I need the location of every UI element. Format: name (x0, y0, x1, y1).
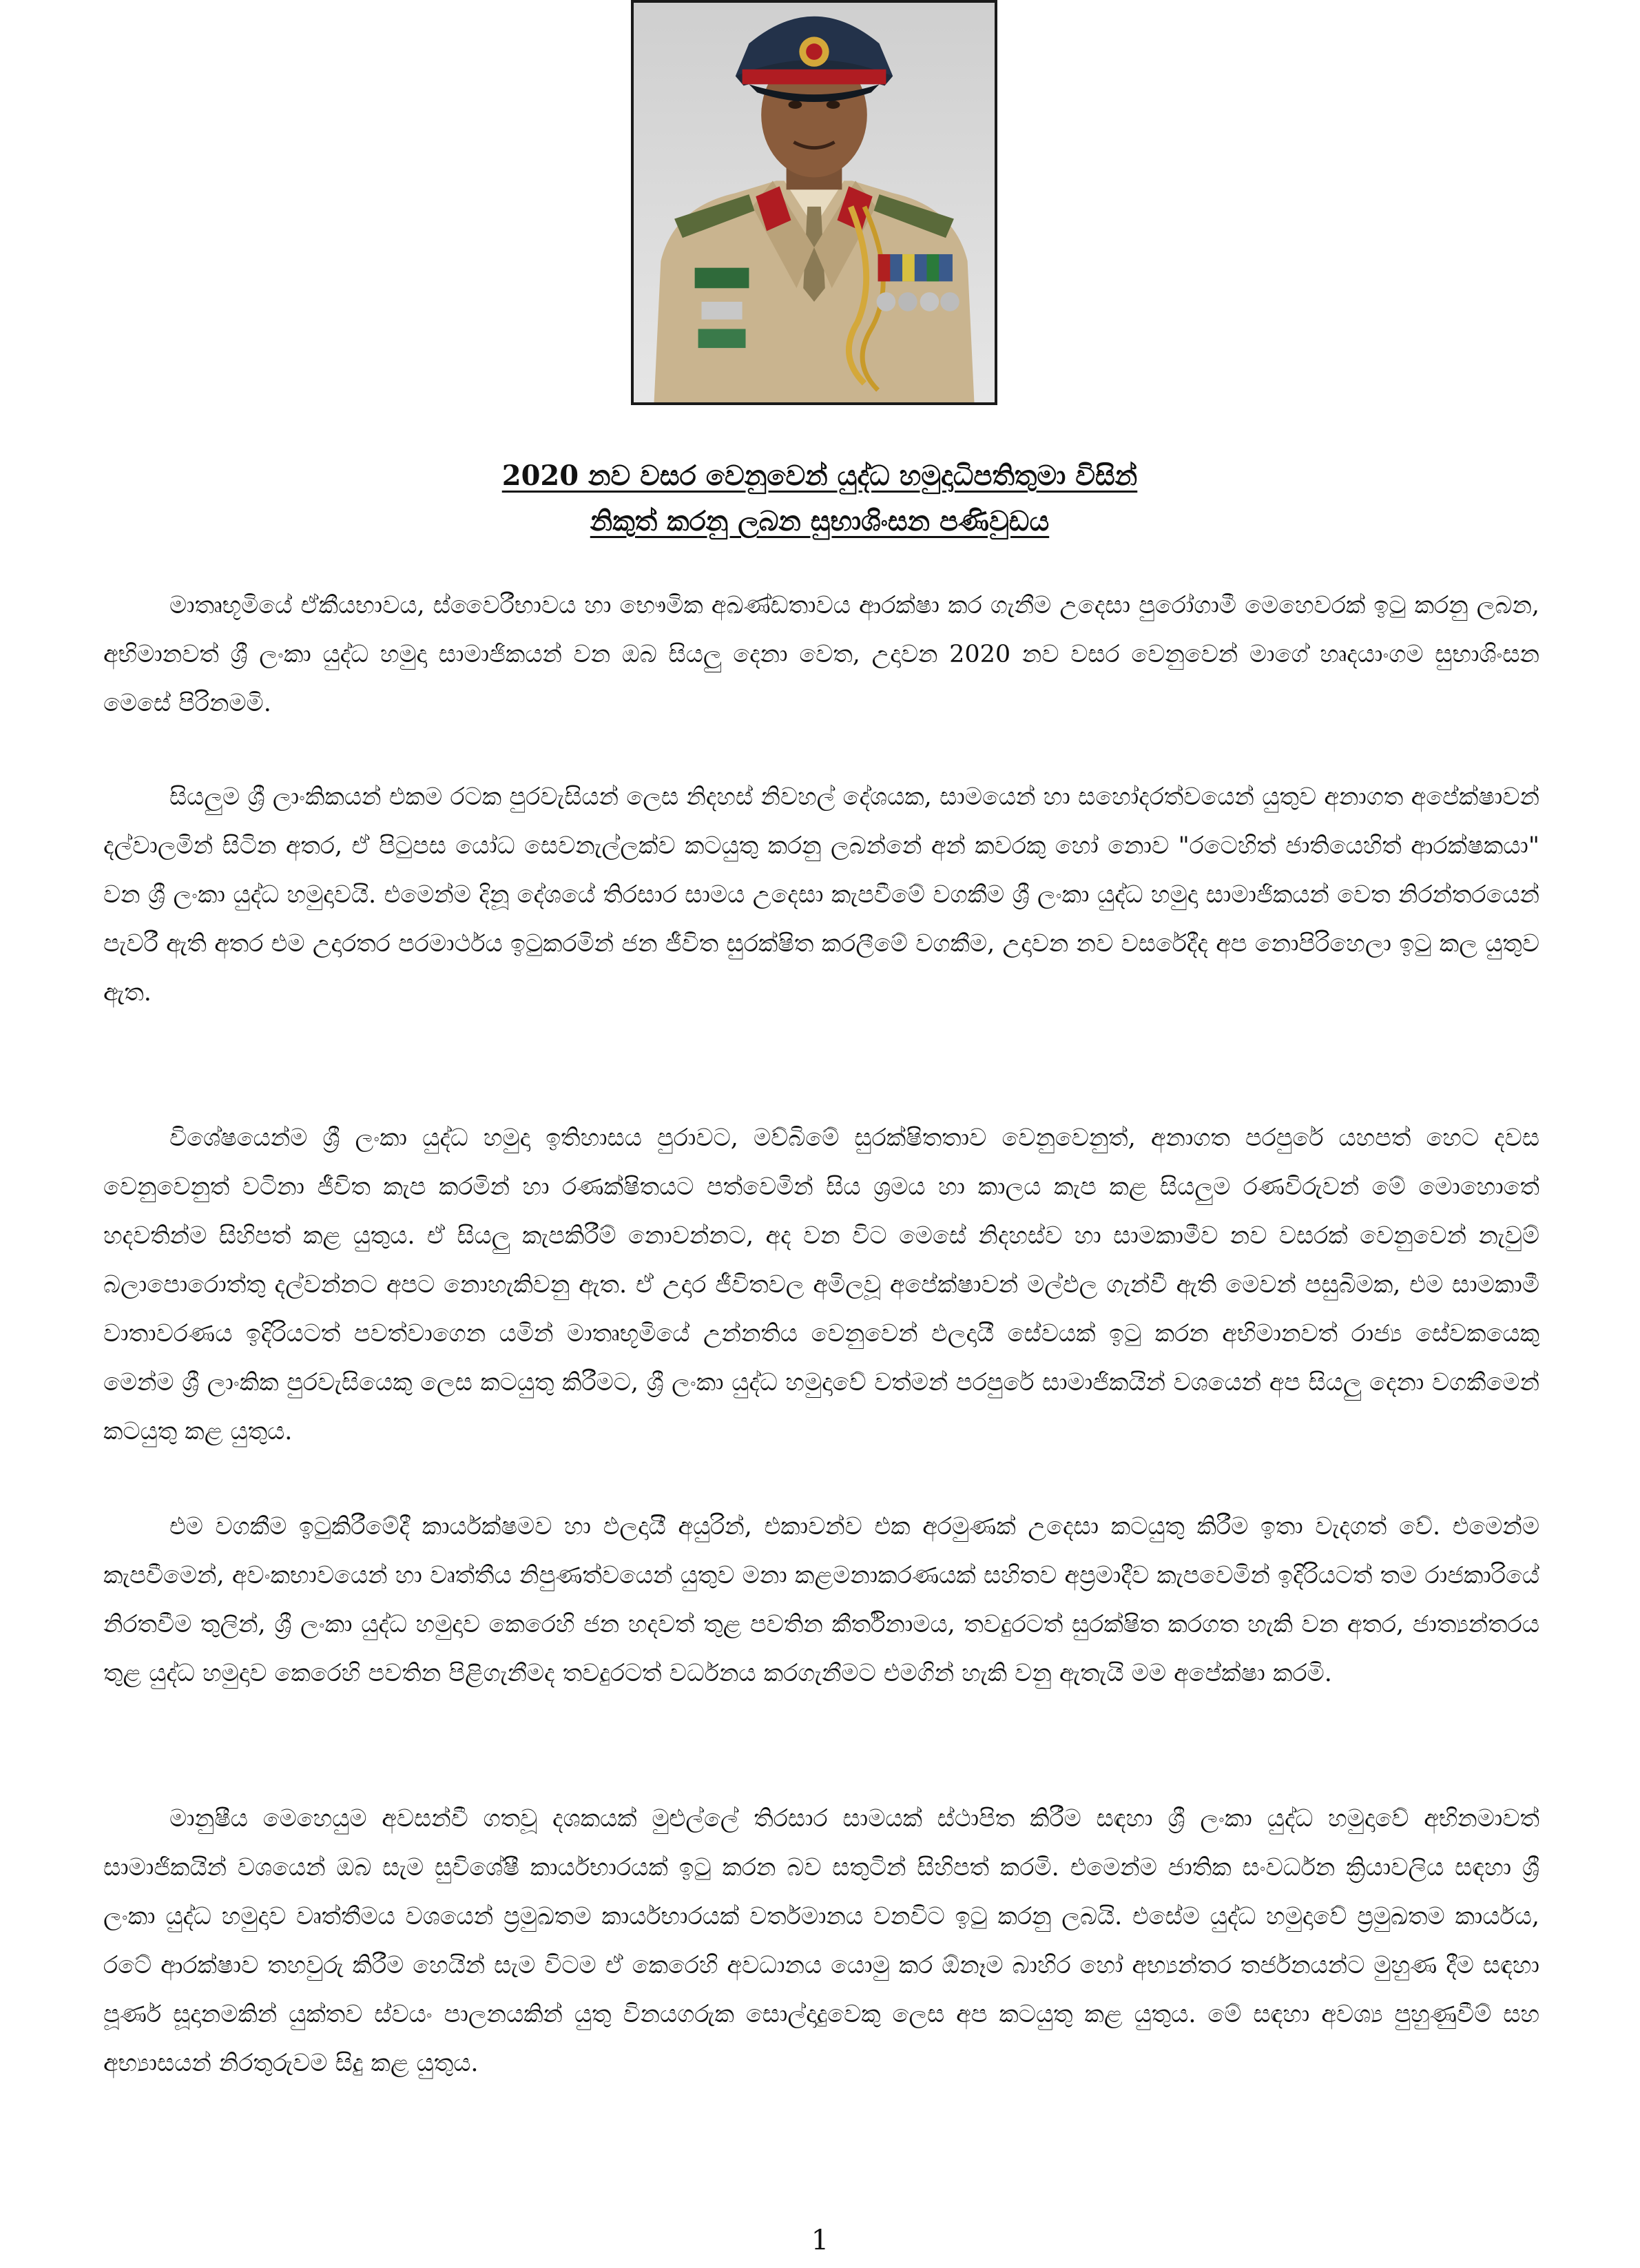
heading-line-2: නිකුත් කරනු ලබන සුභාශිංසන පණිවුඩය (590, 505, 1050, 537)
portrait-photo (631, 0, 997, 405)
heading-line-1: 2020 නව වසර වෙනුවෙන් යුද්ධ හමුදාධිපතිතුමා විසින් (501, 460, 1138, 492)
paragraph-5: මානුෂීය මෙහෙයුම අවසන්වී ගතවූ දශකයක් මුළුල්ලේ තිරසාර සාමයක් ස්ථාපිත කිරීම සඳහා ශ්‍රී ලංකා යුද්ධ හමුදාවේ අභිනමාවත් සාමාජිකයින් වශයෙන් ඔබ සැම සුවිශේෂී කාර්යභාරයක් ඉටු කරන බව සතුටින් සිහිපත් කරමි. එමෙන්ම ජාතික සංවර්ධන ක්‍රියාවලිය සඳහා ශ්‍රී ලංකා යුද්ධ හමුදාව වෘත්තීමය වශයෙන් ප්‍රමුඛතම කාර්යභාරයක් වර්තමානය වනවිට ඉටු කරනු ලබයි. එසේම යුද්ධ හමුදාවේ ප්‍රමුඛතම කාර්යය, රටේ ආරක්ෂාව තහවුරු කිරීම හෙයින් සැම විටම ඒ කෙරෙහි අවධානය යොමු කර ඕනෑම බාහිර හෝ අභ්‍යන්තර තර්ජනයන්ට මුහුණ දීම සඳහා පූර්ණ සූදානමකින් යුක්තව ස්වයං පාලනයකින් යුතු විනයගරුක සොල්දාදුවෙකු ලෙස අප කටයුතු කළ යුතුය. මේ සඳහා අවශ්‍ය පුහුණුවීම් සහ අභ්‍යාසයන් නිරතුරුවම සිදු කළ යුතුය. (103, 1805, 1539, 2077)
officer-portrait-icon (634, 3, 995, 402)
paragraph-1: මාතෘභූමියේ ඒකීයභාවය, ස්වෛරීභාවය හා භෞමික අඛණ්ඩතාවය ආරක්ෂා කර ගැනීම උදෙසා පුරෝගාමී මෙහෙවරක් ඉටු කරනු ලබන, අභිමානවත් ශ්‍රී ලංකා යුද්ධ හමුදා සාමාජිකයන් වන ඔබ සියලු දෙනා වෙත, උදාවන 2020 නව වසර වෙනුවෙන් මාගේ හෘදයාංගම සුභාශිංසන මෙසේ පිරිනමමි. (103, 592, 1539, 717)
paragraph-4: එම වගකීම ඉටුකිරීමේදී කාර්යක්ෂමව හා ඵලදායී අයුරින්, එකාවන්ව එක අරමුණක් උදෙසා කටයුතු කිරීම ඉතා වැදගත් වේ. එමෙන්ම කැපවීමෙන්, අවංකභාවයෙන් හා වෘත්තීය නිපුණත්වයෙන් යුතුව මනා කළමනාකරණයක් සහිතව අප්‍රමාදීව කැපවෙමින් ඉදිරියටත් තම රාජකාරියේ නිරතවීම තුලින්, ශ්‍රී ලංකා යුද්ධ හමුදාව කෙරෙහි ජන හදවත් තුළ පවතින කීර්තිනාමය, තවදුරටත් සුරක්ෂිත කරගත හැකි වන අතර, ජාත්‍යන්තරය තුළ යුද්ධ හමුදාව කෙරෙහි පවතින පිළිගැනීමද තවදුරටත් වර්ධනය කරගැනීමට එමගින් හැකි වනු ඇතැයි මම අපේක්ෂා කරමි. (103, 1513, 1539, 1687)
paragraph-3: විශේෂයෙන්ම ශ්‍රී ලංකා යුද්ධ හමුදා ඉතිහාසය පුරාවට, මව්බිමේ සුරක්ෂිතතාව වෙනුවෙනුත්, අනාගත පරපුරේ යහපත් හෙට දවස වෙනුවෙනුත් වටිනා ජීවිත කැප කරමින් හා රණක්ෂිතයට පත්වෙමින් සිය ශ්‍රමය හා කාලය කැප කළ සියලුම රණවිරුවන් මේ මොහොතේ හදවතින්ම සිහිපත් කළ යුතුය. ඒ සියලු කැපකිරීම් නොවන්නට, අද වන විට මෙසේ නිදහස්ව හා සාමකාමීව නව වසරක් වෙනුවෙන් නැවුම් බලාපොරොත්තු දල්වන්නට අපට නොහැකිවනු ඇත. ඒ උදාර ජීවිතවල අමිලවූ අපේක්ෂාවන් මල්ඵල ගැන්වී ඇති මෙවන් පසුබිමක, එම සාමකාමී වාතාවරණය ඉදිරියටත් පවත්වාගෙන යමින් මාතෘභූමියේ උන්නතිය වෙනුවෙන් ඵලදායී සේවයක් ඉටු කරන අභිමානවත් රාජ්‍ය සේවකයෙකු මෙන්ම ශ්‍රී ලාංකික පුරවැසියෙකු ලෙස කටයුතු කිරීමට, ශ්‍රී ලංකා යුද්ධ හමුදාවේ වත්මන් පරපුරේ සාමාජිකයින් වශයෙන් අප සියලු දෙනා වගකීමෙන් කටයුතු කළ යුතුය. (103, 1124, 1539, 1445)
paragraph-2: සියලුම ශ්‍රී ලාංකිකයන් එකම රටක පුරවැසියන් ලෙස නිදහස් නිවහල් දේශයක, සාමයෙන් හා සහෝදරත්වයෙන් යුතුව අනාගත අපේක්ෂාවන් දල්වාලමින් සිටින අතර, ඒ පිටුපස යෝධ සෙවනැල්ලක්ව කටයුතු කරනු ලබන්නේ අන් කවරකු හෝ නොව "රටෙහිත් ජාතියෙහිත් ආරක්ෂකයා" වන ශ්‍රී ලංකා යුද්ධ හමුදාවයි. එමෙන්ම දිනූ දේශයේ තිරසාර සාමය උදෙසා කැපවීමේ වගකීම ශ්‍රී ලංකා යුද්ධ හමුදා සාමාජිකයන් වෙත නිරන්තරයෙන් පැවරී ඇති අතර එම උදාරතර පරමාර්ථය ඉටුකරමින් ජන ජීවිත සුරක්ෂිත කරලීමේ වගකීම, උදාවන නව වසරේදීද අප නොපිරිහෙලා ඉටු කල යුතුව ඇත. (103, 783, 1539, 1007)
page-number: 1 (811, 2225, 829, 2256)
